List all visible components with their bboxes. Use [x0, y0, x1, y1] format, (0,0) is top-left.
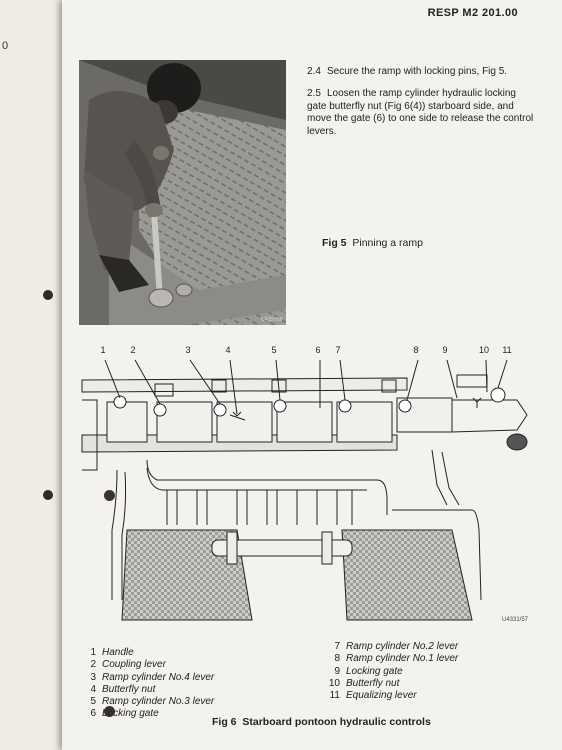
callout-1: 1 — [100, 345, 106, 355]
legend-item: 6 Locking gate — [90, 708, 159, 720]
callout-5: 5 — [271, 345, 277, 355]
legend-item: 10 Butterfly nut — [328, 677, 400, 689]
paragraph-text: Loosen the ramp cylinder hydraulic locking gate butterfly nut (Fig 6(4)) starboard side, and move the gate (6) to one side to release the control levers. — [307, 88, 534, 137]
paragraph-text: Secure the ramp with locking pins, Fig 5. — [327, 66, 508, 77]
fig6-reference: U4331/57 — [502, 617, 529, 623]
callout-10: 10 — [478, 345, 490, 355]
callout-2: 2 — [130, 345, 136, 355]
manual-page — [62, 0, 562, 750]
fig6-diagram — [77, 340, 537, 625]
paragraph-2-4 — [307, 66, 547, 79]
fig6-caption — [212, 716, 431, 728]
callout-6: 6 — [315, 345, 321, 355]
binder-hole — [43, 290, 53, 300]
paragraph-number: 2.4 — [307, 66, 321, 77]
legend-right — [324, 641, 458, 702]
fig5-reference: U4337/56 — [261, 317, 283, 323]
callout-3: 3 — [185, 345, 191, 355]
underlying-page-mark: 0 — [2, 40, 9, 52]
callout-11: 11 — [502, 345, 512, 355]
fig6-label: Fig 6 — [212, 716, 237, 728]
legend-item: 8 Ramp cylinder No.1 lever — [334, 653, 459, 665]
legend-item: 1 Handle — [90, 647, 134, 658]
underlying-page — [0, 0, 65, 750]
callout-4: 4 — [225, 345, 231, 355]
fig6-title: Starboard pontoon hydraulic controls — [242, 716, 431, 728]
legend-item: 4 Butterfly nut — [90, 683, 156, 695]
fig5-label: Fig 5 — [322, 237, 347, 249]
document-reference: RESP M2 201.00 — [427, 7, 518, 19]
legend-item: 3 Ramp cylinder No.4 lever — [90, 671, 215, 683]
legend-item: 5 Ramp cylinder No.3 lever — [90, 696, 215, 708]
callout-9: 9 — [442, 345, 448, 355]
callout-8: 8 — [413, 345, 419, 355]
legend-item: 9 Locking gate — [334, 665, 403, 677]
fig5-title: Pinning a ramp — [352, 237, 423, 249]
legend-item: 11 Equalizing lever — [329, 690, 417, 702]
fig5-photo — [79, 60, 286, 325]
callout-7: 7 — [335, 345, 341, 355]
legend-item: 7 Ramp cylinder No.2 lever — [334, 641, 459, 652]
fig5-caption — [322, 237, 423, 249]
paragraph-number: 2.5 — [307, 88, 321, 99]
legend-item: 2 Coupling lever — [90, 659, 166, 671]
paragraph-2-5 — [307, 88, 537, 138]
legend-left — [80, 647, 214, 721]
binder-hole — [43, 490, 53, 500]
